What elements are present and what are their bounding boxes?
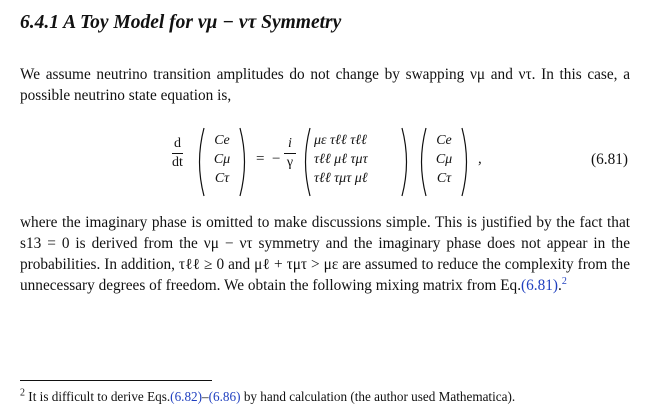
footnote-dash: – [202,389,209,404]
vector-entry: Cμ [435,152,453,167]
equation-comma: , [478,151,482,167]
matrix-row: τℓℓ τμτ μℓ [314,171,368,186]
fraction-numerator-i: i [288,136,292,151]
paragraph-intro: We assume neutrino transition amplitudes do not change by swapping νμ and ντ. In this case, a possible neutrino state equation is, [20,66,630,104]
section-heading: 6.4.1 A Toy Model for νμ − ντ Symmetry [20,12,342,33]
paragraph-explanation-end: . [558,277,562,294]
equation-6-81 [160,124,640,200]
vector-entry: Cτ [436,171,452,186]
state-vector-right [430,131,458,188]
vector-entry: Cμ [213,152,231,167]
footnote-citation-link-1[interactable]: (6.82) [170,389,203,404]
vector-entry: Ce [436,133,452,148]
state-vector-left [208,131,236,188]
matrix-row: με τℓℓ τℓℓ [314,133,367,148]
footnote [20,389,515,405]
footnote-number: 2 [20,387,25,399]
i-over-gamma-fraction [284,136,296,171]
footnote-divider [20,380,212,381]
equation-number: (6.81) [591,151,628,168]
paragraph-explanation-text: where the imaginary phase is omitted to make discussions simple. This is justified by the fact that s13 = 0 is derived from the νμ − ντ symmetry and the imaginary phase does not appear in the probabilities. In addition, τℓℓ ≥ 0 and μℓ + τμτ > με are assumed to reduce the complexity from the unnecessary degrees of freedom. We obtain the following mixing matrix from Eq. [20,214,630,294]
footnote-citation-link-2[interactable]: (6.86) [208,389,241,404]
minus-sign: − [272,151,281,167]
transition-matrix [314,131,368,188]
footnote-text-start: It is difficult to derive Eqs. [28,389,171,404]
fraction-denominator-gamma: γ [286,155,294,170]
vector-entry: Cτ [214,171,230,186]
derivative-denominator: dt [172,155,183,170]
matrix-row: τℓℓ μℓ τμτ [314,152,368,167]
derivative-fraction [172,136,183,171]
footnote-marker-link[interactable]: 2 [561,275,567,287]
paragraph-explanation [20,212,630,296]
footnote-text-end: by hand calculation (the author used Mathematica). [240,389,516,404]
vector-entry: Ce [214,133,230,148]
derivative-numerator: d [173,136,181,151]
equation-citation-link[interactable]: (6.81) [521,277,558,294]
equals-sign: = [256,151,265,167]
